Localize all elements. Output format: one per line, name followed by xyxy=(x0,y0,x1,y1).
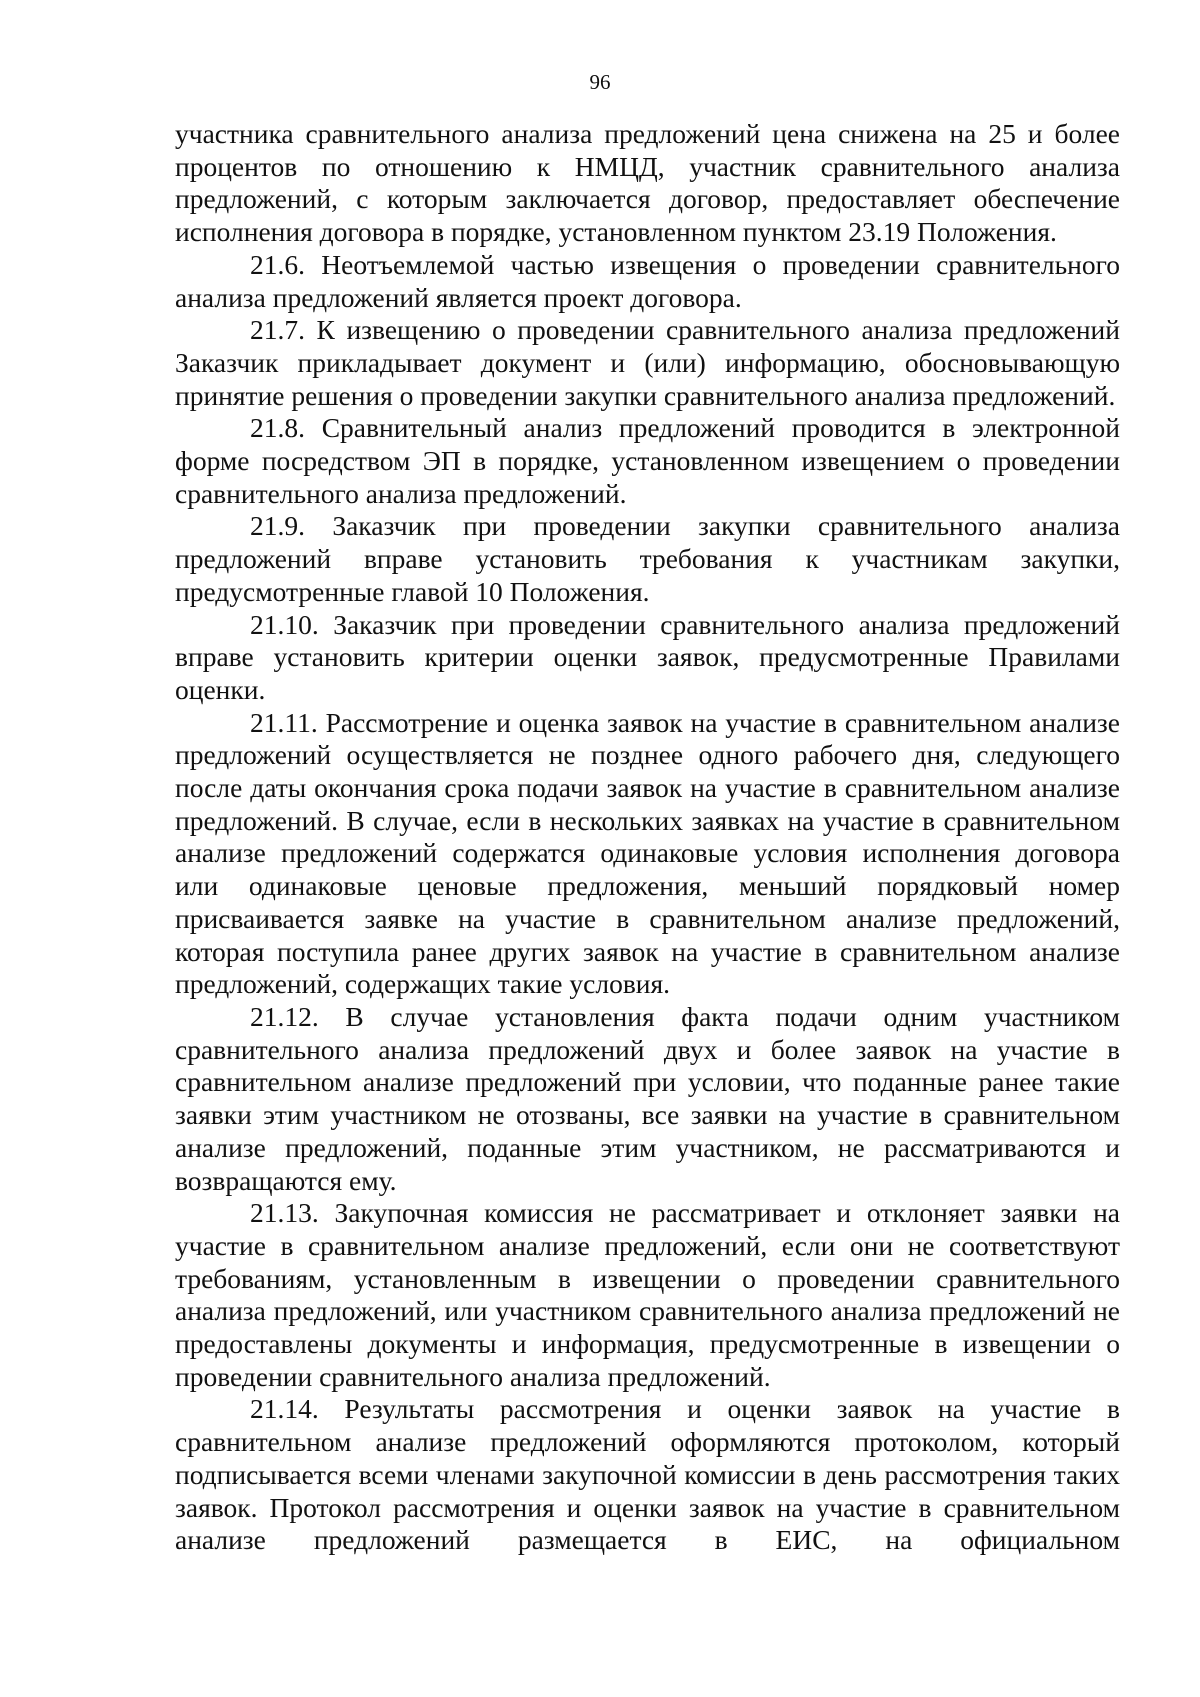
paragraph-21-11: 21.11. Рассмотрение и оценка заявок на участие в сравнительном анализе предложений осуществляется не позднее одного рабочего дня, следующего после даты окончания срока подачи заявок на участие в сравнительном анализе предложений. В случае, если в нескольких заявках на участие в сравнительном анализе предложений содержатся одинаковые условия исполнения договора или одинаковые ценовые предложения, меньший порядковый номер присваивается заявке на участие в сравнительном анализе предложений, которая поступила ранее других заявок на участие в сравнительном анализе предложений, содержащих такие условия. xyxy=(175,706,1120,1000)
paragraph-21-7: 21.7. К извещению о проведении сравнительного анализа предложений Заказчик прикладывает документ и (или) информацию, обосновывающую принятие решения о проведении закупки сравнительного анализа предложений. xyxy=(175,314,1120,411)
paragraph-21-10: 21.10. Заказчик при проведении сравнительного анализа предложений вправе установить критерии оценки заявок, предусмотренные Правилами оценки. xyxy=(175,608,1120,705)
paragraph-continuation: участника сравнительного анализа предложений цена снижена на 25 и более процентов по отношению к НМЦД, участник сравнительного анализа предложений, с которым заключается договор, предоставляет обеспечение исполнения договора в порядке, установленном пунктом 23.19 Положения. xyxy=(175,118,1120,248)
paragraph-21-12: 21.12. В случае установления факта подачи одним участником сравнительного анализа предложений двух и более заявок на участие в сравнительном анализе предложений при условии, что поданные ранее такие заявки этим участником не отозваны, все заявки на участие в сравнительном анализе предложений, поданные этим участником, не рассматриваются и возвращаются ему. xyxy=(175,1000,1120,1196)
page-number: 96 xyxy=(589,70,611,94)
paragraph-21-9: 21.9. Заказчик при проведении закупки сравнительного анализа предложений вправе установить требования к участникам закупки, предусмотренные главой 10 Положения. xyxy=(175,510,1120,607)
paragraph-21-14: 21.14. Результаты рассмотрения и оценки заявок на участие в сравнительном анализе предложений оформляются протоколом, который подписывается всеми членами закупочной комиссии в день рассмотрения таких заявок. Протокол рассмотрения и оценки заявок на участие в сравнительном анализе предложений размещается в ЕИС, на официальном xyxy=(175,1393,1120,1556)
paragraph-21-6: 21.6. Неотъемлемой частью извещения о проведении сравнительного анализа предложений является проект договора. xyxy=(175,248,1120,313)
paragraph-21-13: 21.13. Закупочная комиссия не рассматривает и отклоняет заявки на участие в сравнительном анализе предложений, если они не соответствуют требованиям, установленным в извещении о проведении сравнительного анализа предложений, или участником сравнительного анализа предложений не предоставлены документы и информация, предусмотренные в извещении о проведении сравнительного анализа предложений. xyxy=(175,1197,1120,1392)
paragraph-21-8: 21.8. Сравнительный анализ предложений проводится в электронной форме посредством ЭП в порядке, установленном извещением о проведении сравнительного анализа предложений. xyxy=(175,412,1120,509)
document-body xyxy=(175,118,1120,1557)
